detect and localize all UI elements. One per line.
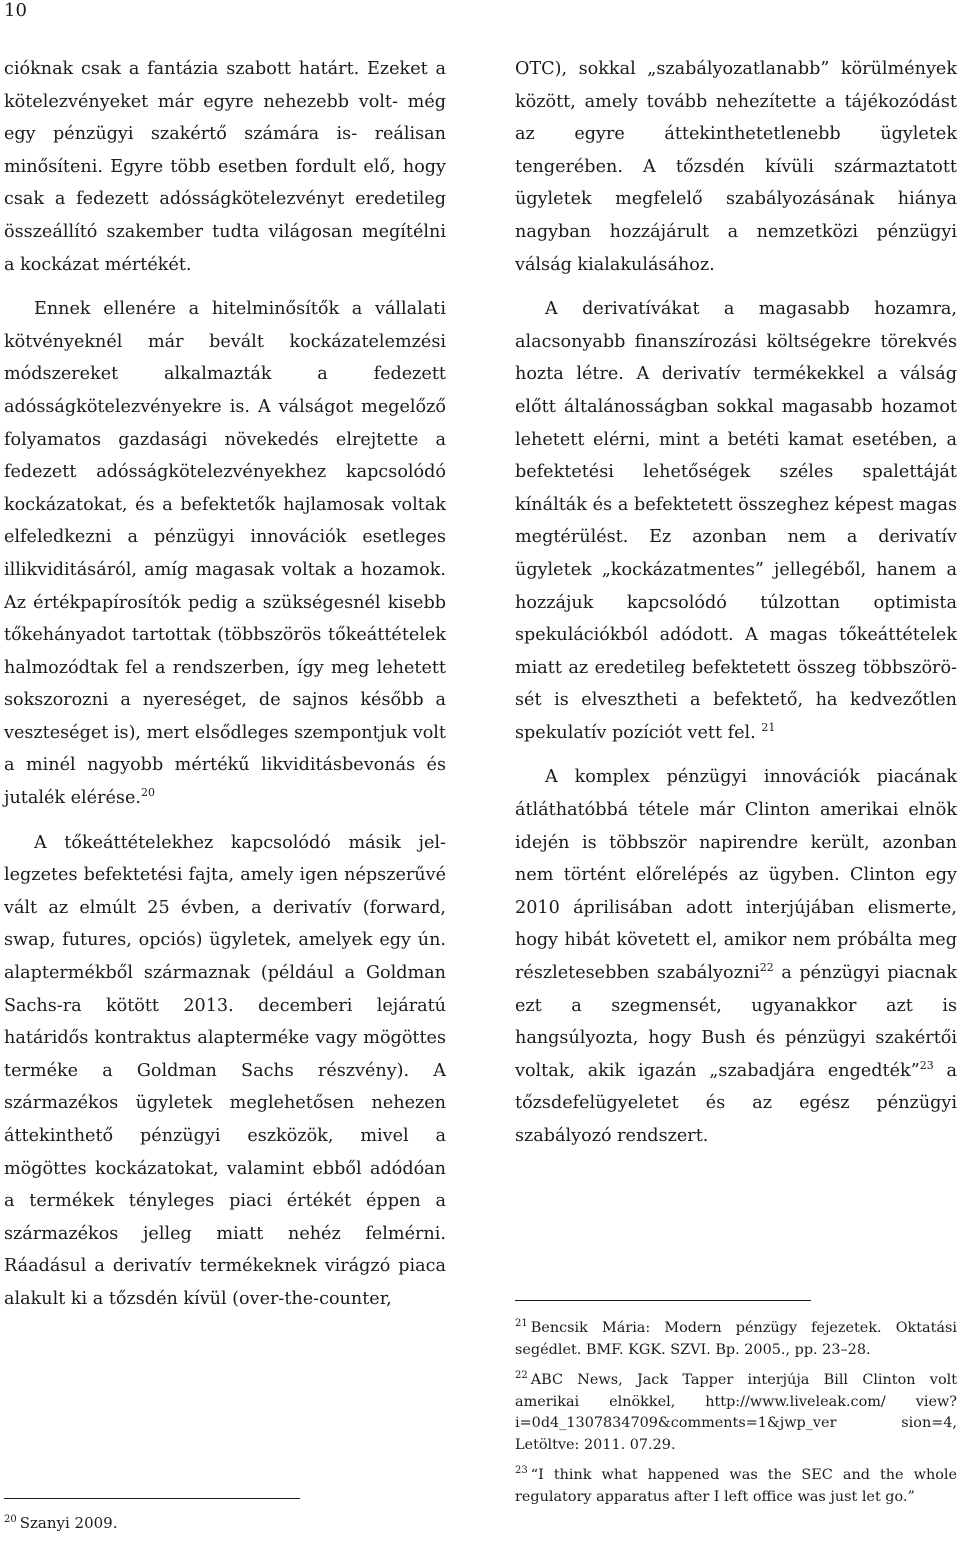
- paragraph: OTC), sokkal „szabályozatlanabb” körülmények között, amely tovább nehezítette a tájékozódást az egyre áttekinthetetlenebb ügyletek tengerében. A tőzsdén kívüli származtatott ügyletek megfelelő szabályozásának hiánya nagyban hozzájárult a nemzetközi pénzügyi válság kialakulásához.: [515, 59, 957, 275]
- paragraph-text: A derivatívákat a magasabb hozamra, alacsonyabb finanszírozási költségekre törekvés hozta létre. A derivatív termékekkel a válság előtt általánosságban sokkal magasabb hozamot lehetett elérni, mint a betéti kamat esetében, a befektetési lehetőségek széles spalettáját kínálták és a befektetett összeghez képest magas megtérülést. Ez azonban nem a derivatív ügyletek „kockázatmentes” jellegéből, hanem a hozzájuk kapcsolódó túlzottan optimista spekulációkból adódott. A magas tőkeáttételek miatt az eredetileg befektetett összeg többszörösét is elvesztheti a befektető, ha kedvezőtlen spekulatív pozíciót vett fel.: [515, 299, 957, 743]
- footnote: [515, 1318, 957, 1361]
- footnote-number: 22: [515, 1370, 528, 1382]
- footnotes-left: [4, 1512, 446, 1543]
- right-column: [515, 53, 957, 1153]
- footnote-text: Bencsik Mária: Modern pénzügy fejezetek. Oktatási segédlet. BMF. KGK. SZVI. Bp. 2005., pp. 23–28.: [515, 1320, 957, 1358]
- paragraph-text: Ennek ellenére a hitelminősítők a vállalati kötvényeknél már bevált kockázatelemzési módszereket alkalmazták a fedezett adósságkötelezvényekre is. A válságot megelőző folyamatos gazdasági növekedés elrejtette a fedezett adósságkötelezvényekhez kapcsolódó kockázatokat, és a befektetők hajlamosak voltak elfeledkezni a pénzügyi innovációk esetleges illikviditásáról, amíg magasak voltak a hozamok. Az értékpapírosítók pedig a szükségesnél kisebb tőkehányadot tartottak (többszörös tőkeáttételek halmozódtak fel a rendszerben, így meg lehetett sokszorozni a nyereséget, de sajnos később a veszteséget is), mert elsődleges szempontjuk volt a minél nagyobb mértékű likviditásbevonás és jutalék elérése.: [4, 299, 446, 809]
- footnote-number: 21: [515, 1318, 528, 1330]
- paragraph-text: a pénzügyi piacnak ezt a szegmensét, ugyanakkor azt is hangsúlyozta, hogy Bush és pénzügyi szakértői voltak, akik igazán „szabadjára engedték”: [515, 963, 957, 1081]
- footnote: [515, 1465, 957, 1508]
- footnote-ref: 20: [140, 786, 155, 800]
- paragraph: [4, 293, 446, 815]
- footnote-ref: 21: [761, 721, 776, 735]
- footnote-ref: 23: [919, 1058, 934, 1072]
- footnote-number: 23: [515, 1465, 528, 1477]
- footnote-text: “I think what happened was the SEC and the whole regulatory apparatus after I left office was just let go.”: [515, 1467, 957, 1505]
- page-number: 10: [4, 0, 27, 21]
- paragraph: [515, 293, 957, 749]
- left-column: [4, 53, 446, 1483]
- footnote: [4, 1512, 446, 1534]
- paragraph: cióknak csak a fantázia szabott határt. Ezeket a kötelezvényeket már egyre nehezebb volt- még egy pénzügyi szakértő számára is- reálisan minősíteni. Egyre több esetben fordult elő, hogy csak a fedezett adósságkötelezvényt eredetileg összeállító szakember tudta világosan megítélni a kockázat mértékét.: [4, 59, 446, 275]
- footnote-divider: [515, 1300, 811, 1301]
- footnote-text: ABC News, Jack Tapper interjúja Bill Clinton volt amerikai elnökkel, http://www.liveleak.com/ view?i=0d4_1307834709&comments=1&jwp_ver sion=4, Letöltve: 2011. 07.29.: [515, 1372, 957, 1453]
- paragraph: [515, 761, 957, 1152]
- footnote-ref: 22: [759, 961, 774, 975]
- paragraph-text: A komplex pénzügyi innovációk piacának átláthatóbbá tétele már Clinton amerikai elnök idején is többször napirendre került, azonban nem történt előrelépés az ügyben. Clinton egy 2010 áprilisában adott interjújában elismerte, hogy hibát követett el, amikor nem próbálta meg részletesebben szabályozni: [515, 767, 957, 984]
- footnote: [515, 1370, 957, 1456]
- paragraph: A tőkeáttételekhez kapcsolódó másik jellegzetes befektetési fajta, amely igen népszerűvé vált az elmúlt 25 évben, a derivatív (forward, swap, futures, opciós) ügyletek, amelyek egy ún. alaptermékből származnak (például a Goldman Sachs-ra kötött 2013. decemberi lejáratú határidős kontraktus alapterméke vagy mögöttes terméke a Goldman Sachs részvény). A származékos ügyletek meglehetősen nehezen áttekinthető pénzügyi eszközök, mivel a mögöttes kockázatokat, valamint ebből adódóan a termékek tényleges piaci értékét éppen a származékos jelleg miatt nehéz felmérni. Ráadásul a derivatív termékeknek virágzó piaca alakult ki a tőzsdén kívül (over-the-counter,: [4, 832, 446, 1309]
- footnote-divider: [4, 1498, 300, 1499]
- footnote-number: 20: [4, 1514, 17, 1525]
- footnote-text: Szanyi 2009.: [19, 1514, 118, 1532]
- footnotes-right: [515, 1318, 957, 1517]
- paragraph-text: a tőzsdefelügyeletet és az egész pénzügyi szabályozó rendszert.: [515, 1060, 958, 1146]
